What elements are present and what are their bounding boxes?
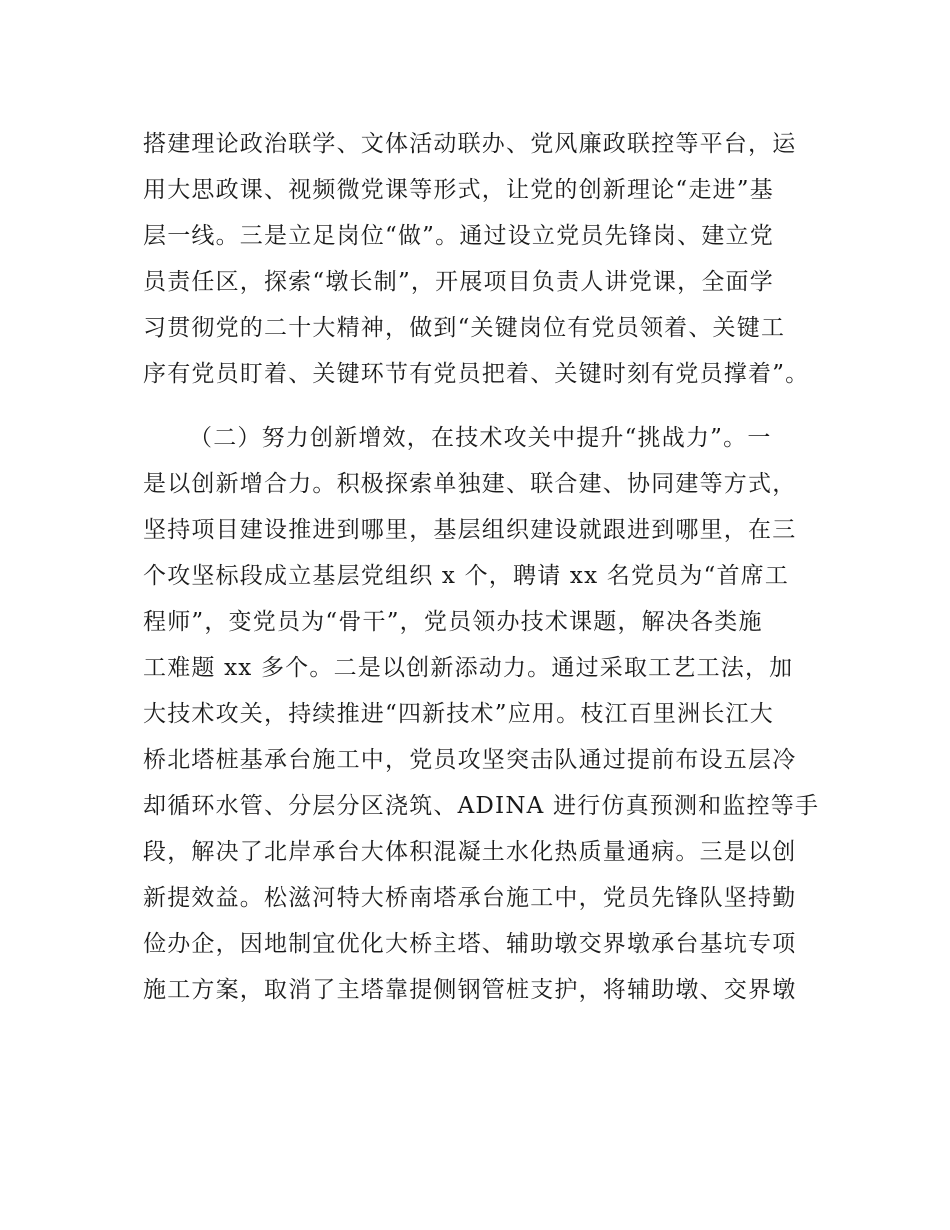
- text-line: 程师”，变党员为“骨干”，党员领办技术课题，解决各类施: [143, 609, 763, 635]
- text-line: 用大思政课、视频微党课等形式，让党的创新理论“走进”基: [143, 177, 774, 203]
- text-line: 桥北塔桩基承台施工中，党员攻坚突击队通过提前布设五层冷: [143, 747, 797, 773]
- text-line: 段，解决了北岸承台大体积混凝土水化热质量通病。三是以创: [143, 839, 797, 865]
- text-line: 俭办企，因地制宜优化大桥主塔、辅助墩交界墩承台基坑专项: [143, 931, 797, 957]
- text-line: 序有党员盯着、关键环节有党员把着、关键时刻有党员撑着”。: [143, 361, 810, 387]
- text-line: 坚持项目建设推进到哪里，基层组织建设就跟进到哪里，在三: [143, 517, 797, 543]
- text-line: 工难题 xx 多个。二是以创新添动力。通过采取工艺工法，加: [143, 655, 794, 681]
- text-line: 搭建理论政治联学、文体活动联办、党风廉政联控等平台，运: [143, 131, 797, 157]
- text-line: 是以创新增合力。积极探索单独建、联合建、协同建等方式，: [143, 471, 797, 497]
- text-line: 施工方案，取消了主塔靠提侧钢管桩支护，将辅助墩、交界墩: [143, 977, 797, 1003]
- text-line: 层一线。三是立足岗位“做”。通过设立党员先锋岗、建立党: [143, 223, 774, 249]
- text-line: 大技术攻关，持续推进“四新技术”应用。枝江百里洲长江大: [143, 701, 774, 727]
- section-heading-line: （二）努力创新增效，在技术攻关中提升“挑战力”。一: [189, 425, 772, 451]
- text-line: 习贯彻党的二十大精神，做到“关键岗位有党员领着、关键工: [143, 315, 786, 341]
- text-line: 员责任区，探索“墩长制”，开展项目负责人讲党课，全面学: [143, 269, 774, 295]
- text-line: 个攻坚标段成立基层党组织 x 个，聘请 xx 名党员为“首席工: [143, 563, 790, 589]
- text-line: 新提效益。松滋河特大桥南塔承台施工中，党员先锋队坚持勤: [143, 885, 797, 911]
- text-line: 却循环水管、分层分区浇筑、ADINA 进行仿真预测和监控等手: [143, 793, 820, 819]
